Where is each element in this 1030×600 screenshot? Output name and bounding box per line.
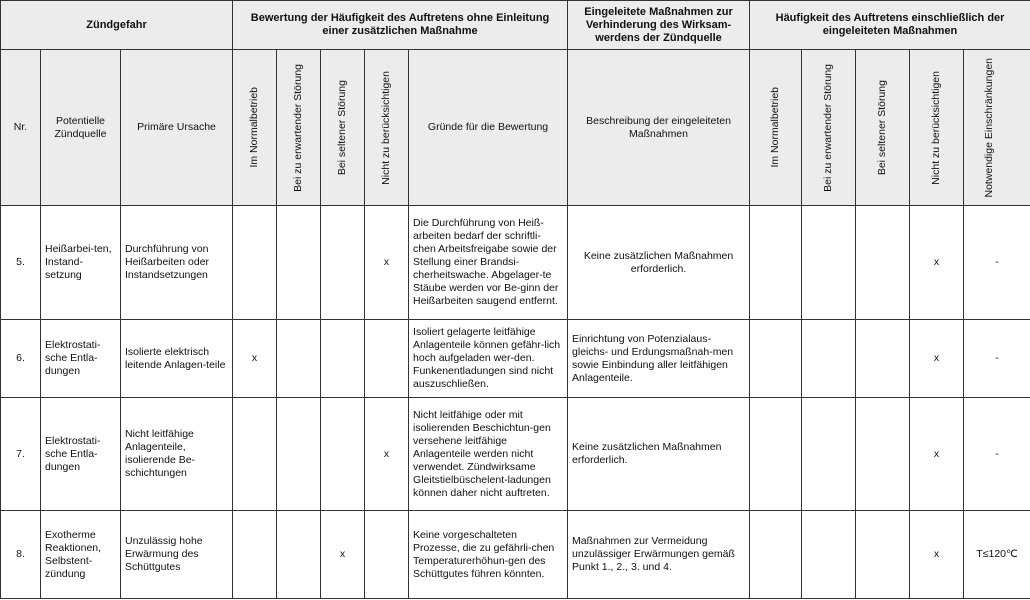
cell-nicht-2: x [910,398,964,511]
table-row [1,398,1030,511]
cell-selten-2 [856,206,910,320]
header-normalbetrieb-2-label: Im Normalbetrieb [769,87,782,168]
header-beschreibung: Beschreibung der eingeleiteten Maßnahmen [568,50,750,206]
cell-nr: 5. [1,206,41,320]
cell-normalbetrieb-2 [750,320,802,398]
cell-ursache: Durchführung von Heißarbeiten oder Instandsetzungen [121,206,233,320]
header-quelle: Potentielle Zündquelle [41,50,121,206]
table-row [1,511,1030,599]
header-erwartend-2-label: Bei zu erwartender Störung [822,63,835,192]
header-bewertung-ohne: Bewertung der Häufigkeit des Auftretens ohne Einleitung einer zusätzlichen Maßnahme [233,1,568,50]
cell-normalbetrieb-2 [750,511,802,599]
cell-einschraenkungen: - [964,320,1030,398]
cell-ursache: Isolierte elektrisch leitende Anlagen-teile [121,320,233,398]
header-selten-label: Bei seltener Störung [336,79,349,176]
cell-normalbetrieb [233,511,277,599]
header-nicht [365,50,409,206]
cell-selten [321,398,365,511]
cell-erwartend-2 [802,320,856,398]
cell-normalbetrieb-2 [750,398,802,511]
header-ursache: Primäre Ursache [121,50,233,206]
cell-erwartend [277,320,321,398]
cell-nicht [365,320,409,398]
cell-normalbetrieb [233,398,277,511]
cell-selten: x [321,511,365,599]
cell-nicht [365,511,409,599]
cell-erwartend [277,398,321,511]
header-massnahmen: Eingeleitete Maßnahmen zur Verhinderung des Wirksam-werdens der Zündquelle [568,1,750,50]
cell-quelle: Heißarbei-ten, Instand-setzung [41,206,121,320]
header-nicht-2 [910,50,964,206]
cell-nr: 6. [1,320,41,398]
cell-erwartend [277,511,321,599]
header-erwartend-2 [802,50,856,206]
cell-massnahmen: Keine zusätzlichen Maßnahmen erforderlich. [568,206,750,320]
cell-nicht: x [365,206,409,320]
cell-nicht-2: x [910,320,964,398]
cell-selten-2 [856,398,910,511]
header-selten-2-label: Bei seltener Störung [876,79,889,176]
header-einschraenkungen-label: Notwendige Einschränkungen [983,57,996,198]
cell-quelle: Elektrostati-sche Entla-dungen [41,398,121,511]
header-einschraenkungen [964,50,1030,206]
header-nicht-label: Nicht zu berücksichtigen [380,70,393,185]
cell-einschraenkungen: - [964,398,1030,511]
cell-nicht-2: x [910,206,964,320]
cell-einschraenkungen: - [964,206,1030,320]
cell-massnahmen: Maßnahmen zur Vermeidung unzulässiger Erwärmungen gemäß Punkt 1., 2., 3. und 4. [568,511,750,599]
header-selten-2 [856,50,910,206]
cell-erwartend-2 [802,398,856,511]
cell-ursache: Unzulässig hohe Erwärmung des Schüttgutes [121,511,233,599]
cell-gruende: Isoliert gelagerte leitfähige Anlagenteile können gefähr-lich hoch aufgeladen wer-den. Funkenentladungen sind nicht auszuschließen. [409,320,568,398]
header-zuendgefahr: Zündgefahr [1,1,233,50]
cell-ursache: Nicht leitfähige Anlagenteile, isolierende Be-schichtungen [121,398,233,511]
table-row [1,206,1030,320]
cell-nicht-2: x [910,511,964,599]
header-nr: Nr. [1,50,41,206]
cell-gruende: Nicht leitfähige oder mit isolierenden Beschichtun-gen versehene leitfähige Anlagenteile werden nicht verwendet. Zündwirksame Gleitstielbüschelent-ladungen können daher nicht auftreten. [409,398,568,511]
group-header-row [1,1,1030,50]
header-normalbetrieb-2 [750,50,802,206]
header-erwartend [277,50,321,206]
header-haeufigkeit-mit: Häufigkeit des Auftretens einschließlich der eingeleiteten Maßnahmen [750,1,1030,50]
cell-selten-2 [856,511,910,599]
cell-massnahmen: Keine zusätzlichen Maßnahmen erforderlich. [568,398,750,511]
header-erwartend-label: Bei zu erwartender Störung [292,63,305,192]
cell-nr: 8. [1,511,41,599]
cell-selten-2 [856,320,910,398]
cell-selten [321,320,365,398]
cell-erwartend-2 [802,511,856,599]
cell-erwartend [277,206,321,320]
cell-gruende: Keine vorgeschalteten Prozesse, die zu gefährli-chen Temperaturerhöhun-gen des Schüttgutes führen könnten. [409,511,568,599]
cell-einschraenkungen: T≤120℃ [964,511,1030,599]
cell-erwartend-2 [802,206,856,320]
cell-nr: 7. [1,398,41,511]
cell-selten [321,206,365,320]
header-normalbetrieb [233,50,277,206]
cell-gruende: Die Durchführung von Heiß-arbeiten bedarf der schriftli-chen Arbeitsfreigabe sowie der Stellung einer Brandsi-cherheitswache. Abgelager-te Stäube werden vor Be-ginn der Heißarbeiten saugend entfernt. [409,206,568,320]
cell-normalbetrieb-2 [750,206,802,320]
header-gruende: Gründe für die Bewertung [409,50,568,206]
cell-quelle: Elektrostati-sche Entla-dungen [41,320,121,398]
table-row [1,320,1030,398]
cell-nicht: x [365,398,409,511]
header-normalbetrieb-label: Im Normalbetrieb [248,87,261,168]
header-selten [321,50,365,206]
cell-massnahmen: Einrichtung von Potenzialaus-gleichs- und Erdungsmaßnah-men sowie Einbindung aller leitfähigen Anlagenteile. [568,320,750,398]
cell-normalbetrieb [233,206,277,320]
cell-normalbetrieb: x [233,320,277,398]
cell-quelle: Exotherme Reaktionen, Selbstent-zündung [41,511,121,599]
header-nicht-2-label: Nicht zu berücksichtigen [930,70,943,185]
column-header-row [1,50,1030,206]
